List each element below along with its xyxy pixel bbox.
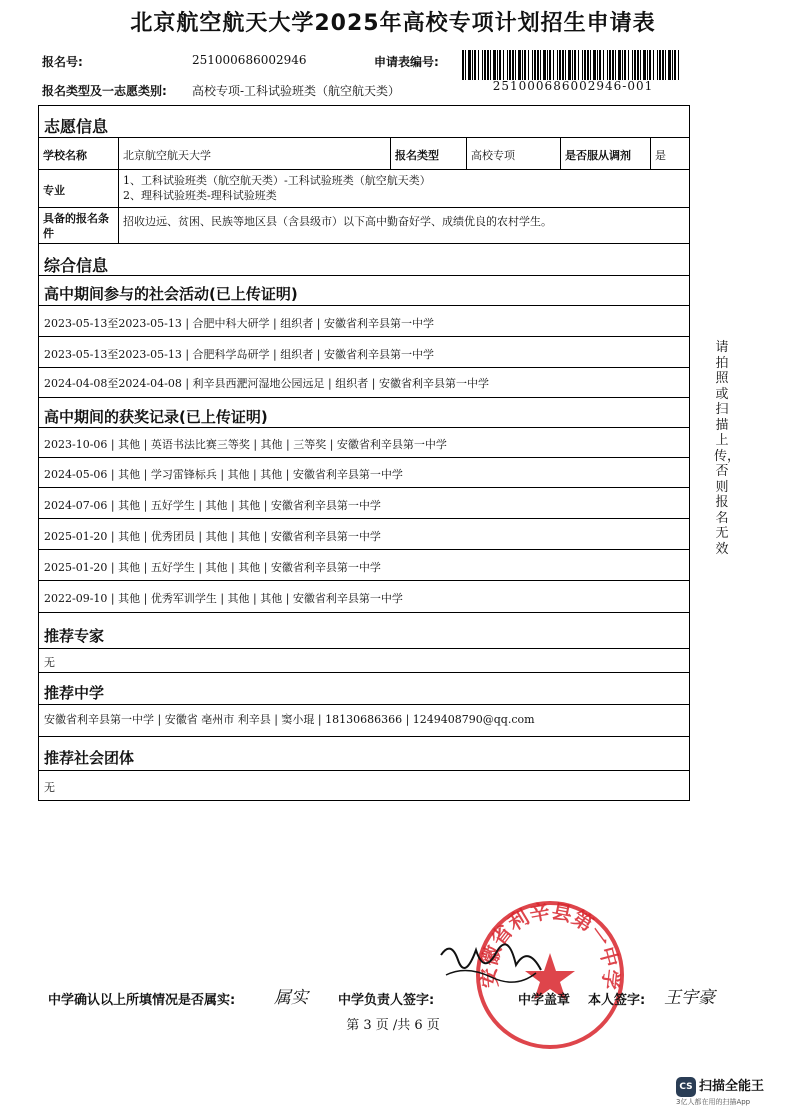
reg-no-value: 251000686002946 <box>192 53 307 67</box>
barcode-bar <box>482 50 483 80</box>
scanner-watermark <box>676 1075 764 1097</box>
app-no-value: 251000686002946-001 <box>492 79 654 93</box>
barcode-bar <box>568 50 571 80</box>
award-row <box>39 519 689 550</box>
barcode-bar <box>643 50 646 80</box>
award-row <box>39 428 689 458</box>
scanner-name: 扫描全能王 <box>699 1079 765 1094</box>
barcode-bar <box>587 50 589 80</box>
activity-text: 2023-05-13至2023-05-13 | 合肥中科大研学 | 组织者 | 安徽省利辛县第一中学 <box>44 317 434 330</box>
barcode-bar <box>503 50 504 80</box>
barcode-bar <box>499 50 501 80</box>
experts-row <box>39 649 689 673</box>
barcode-bar <box>653 50 654 80</box>
adjust-label: 是否服从调剂 <box>561 138 651 169</box>
activities-header <box>39 276 689 306</box>
self-sign-label: 本人签字: <box>588 993 646 1008</box>
barcode-bar <box>487 50 489 80</box>
barcode-bar <box>522 50 523 80</box>
major-label: 专业 <box>39 170 119 207</box>
barcode-bar <box>468 50 471 80</box>
barcode-image <box>462 50 684 80</box>
confirm-signature: 属实 <box>274 988 308 1008</box>
award-row <box>39 550 689 581</box>
barcode-bar <box>559 50 561 80</box>
barcode-bar <box>497 50 498 80</box>
award-row <box>39 488 689 519</box>
barcode-bar <box>590 50 591 80</box>
major-row <box>39 170 689 208</box>
barcode-bar <box>493 50 496 80</box>
activity-text: 2024-04-08至2024-04-08 | 利辛县西淝河湿地公园远足 | 组织者 | 安徽省利辛县第一中学 <box>44 377 489 390</box>
section-title: 综合信息 <box>44 256 109 275</box>
barcode-bar <box>678 50 679 80</box>
school-value: 北京航空航天大学 <box>119 138 391 169</box>
barcode-bar <box>565 50 566 80</box>
barcode-bar <box>549 50 551 80</box>
major-item: 1、工科试验班类（航空航天类）-工科试验班类（航空航天类） <box>123 174 431 187</box>
org-rec-header <box>39 737 689 771</box>
school-rec-value: 安徽省利辛县第一中学 | 安徽省 亳州市 利辛县 | 窦小琨 | 18130686366 | 1249408790@qq.com <box>44 713 535 726</box>
self-signature: 王宇豪 <box>664 988 715 1008</box>
barcode-bar <box>578 50 579 80</box>
condition-row <box>39 208 689 244</box>
award-text: 2024-07-06 | 其他 | 五好学生 | 其他 | 其他 | 安徽省利辛县第一中学 <box>44 499 381 512</box>
type-value: 高校专项-工科试验班类（航空航天类） <box>192 84 401 98</box>
barcode-bar <box>618 50 621 80</box>
barcode-bar <box>672 50 673 80</box>
barcode-bar <box>562 50 564 80</box>
barcode-bar <box>532 50 533 80</box>
barcode-bar <box>640 50 641 80</box>
condition-value: 招收边远、贫困、民族等地区县（含县级市）以下高中勤奋好学、成绩优良的农村学生。 <box>123 215 552 228</box>
school-rec-header <box>39 673 689 705</box>
barcode-bar <box>674 50 676 80</box>
barcode-bar <box>524 50 526 80</box>
form-title: 北京航空航天大学2025年高校专项计划招生申请表 <box>130 11 656 36</box>
org-rec-value: 无 <box>44 781 55 794</box>
barcode-bar <box>534 50 536 80</box>
barcode-bar <box>657 50 658 80</box>
barcode-bar <box>603 50 604 80</box>
page-number: 第 3 页 /共 6 页 <box>346 1018 440 1033</box>
general-section-header <box>39 244 689 276</box>
barcode-bar <box>462 50 464 80</box>
barcode-bar <box>528 50 529 80</box>
major-item: 2、理科试验班类-理科试验班类 <box>123 189 277 202</box>
barcode-bar <box>607 50 608 80</box>
condition-label: 具备的报名条件 <box>39 208 119 243</box>
principal-signature-scribble <box>436 935 546 985</box>
application-form <box>38 105 690 801</box>
barcode-bar <box>484 50 486 80</box>
award-text: 2022-09-10 | 其他 | 优秀军训学生 | 其他 | 其他 | 安徽省利辛县第一中学 <box>44 592 403 605</box>
barcode-bar <box>609 50 611 80</box>
section-title: 志愿信息 <box>44 117 109 136</box>
principal-label: 中学负责人签字: <box>338 993 435 1008</box>
award-row <box>39 581 689 613</box>
confirm-label: 中学确认以上所填情况是否属实: <box>48 993 236 1008</box>
type-label: 报名类型及一志愿类别: <box>42 84 167 98</box>
reg-no-label: 报名号: <box>42 55 83 69</box>
barcode-bar <box>612 50 614 80</box>
award-row <box>39 458 689 488</box>
barcode-bar <box>593 50 596 80</box>
barcode-bar <box>628 50 629 80</box>
volunteer-section-header <box>39 106 689 138</box>
awards-header <box>39 398 689 428</box>
org-rec-row <box>39 771 689 801</box>
barcode-bar <box>465 50 466 80</box>
barcode-bar <box>478 50 479 80</box>
barcode-bar <box>622 50 623 80</box>
camscanner-icon: CS <box>676 1077 696 1097</box>
barcode-bar <box>515 50 516 80</box>
school-rec-title: 推荐中学 <box>44 684 105 702</box>
barcode-bar <box>537 50 539 80</box>
barcode-bar <box>582 50 583 80</box>
barcode-bar <box>637 50 639 80</box>
activity-row <box>39 337 689 368</box>
barcode-bar <box>490 50 491 80</box>
school-rec-row <box>39 705 689 737</box>
award-text: 2024-05-06 | 其他 | 学习雷锋标兵 | 其他 | 其他 | 安徽省利辛县第一中学 <box>44 468 403 481</box>
barcode-bar <box>624 50 626 80</box>
seal-label: 中学盖章 <box>518 993 571 1008</box>
barcode-bar <box>668 50 671 80</box>
barcode-bar <box>634 50 636 80</box>
barcode-bar <box>518 50 521 80</box>
activity-text: 2023-05-13至2023-05-13 | 合肥科学岛研学 | 组织者 | 安徽省利辛县第一中学 <box>44 348 434 361</box>
barcode-bar <box>665 50 666 80</box>
barcode-bar <box>543 50 546 80</box>
side-note: 请拍照或扫描上传，否则报名无效 <box>714 340 741 557</box>
barcode-bar <box>659 50 661 80</box>
barcode-bar <box>572 50 573 80</box>
adjust-value: 是 <box>655 149 666 162</box>
barcode-bar <box>574 50 576 80</box>
barcode-bar <box>472 50 473 80</box>
regtype-label: 报名类型 <box>391 138 467 169</box>
award-text: 2025-01-20 | 其他 | 五好学生 | 其他 | 其他 | 安徽省利辛县第一中学 <box>44 561 381 574</box>
activities-title: 高中期间参与的社会活动(已上传证明) <box>44 285 298 303</box>
scanner-tagline: 3亿人都在用的扫描App <box>676 1098 751 1106</box>
major-list <box>119 170 689 207</box>
experts-header <box>39 613 689 649</box>
barcode-bar <box>512 50 514 80</box>
barcode-bar <box>597 50 598 80</box>
svg-text:安徽省利辛县第一中学: 安徽省利辛县第一中学 <box>476 898 624 991</box>
barcode-bar <box>647 50 648 80</box>
barcode-bar <box>474 50 476 80</box>
org-rec-title: 推荐社会团体 <box>44 749 135 767</box>
barcode-bar <box>507 50 508 80</box>
activity-row <box>39 368 689 398</box>
award-text: 2025-01-20 | 其他 | 优秀团员 | 其他 | 其他 | 安徽省利辛县第一中学 <box>44 530 381 543</box>
barcode-bar <box>632 50 633 80</box>
barcode-bar <box>615 50 616 80</box>
barcode-bar <box>557 50 558 80</box>
barcode-bar <box>584 50 586 80</box>
experts-value: 无 <box>44 656 55 669</box>
regtype-value: 高校专项 <box>467 138 561 169</box>
barcode-bar <box>662 50 664 80</box>
barcode-bar <box>547 50 548 80</box>
activity-row <box>39 306 689 337</box>
school-label: 学校名称 <box>39 138 119 169</box>
app-no-label: 申请表编号: <box>374 55 439 69</box>
school-row <box>39 138 689 170</box>
experts-title: 推荐专家 <box>44 627 105 645</box>
awards-title: 高中期间的获奖记录(已上传证明) <box>44 408 268 426</box>
barcode-bar <box>540 50 541 80</box>
barcode-bar <box>553 50 554 80</box>
award-text: 2023-10-06 | 其他 | 英语书法比赛三等奖 | 其他 | 三等奖 | 安徽省利辛县第一中学 <box>44 438 447 451</box>
barcode-bar <box>649 50 651 80</box>
barcode-bar <box>599 50 601 80</box>
barcode-bar <box>509 50 511 80</box>
